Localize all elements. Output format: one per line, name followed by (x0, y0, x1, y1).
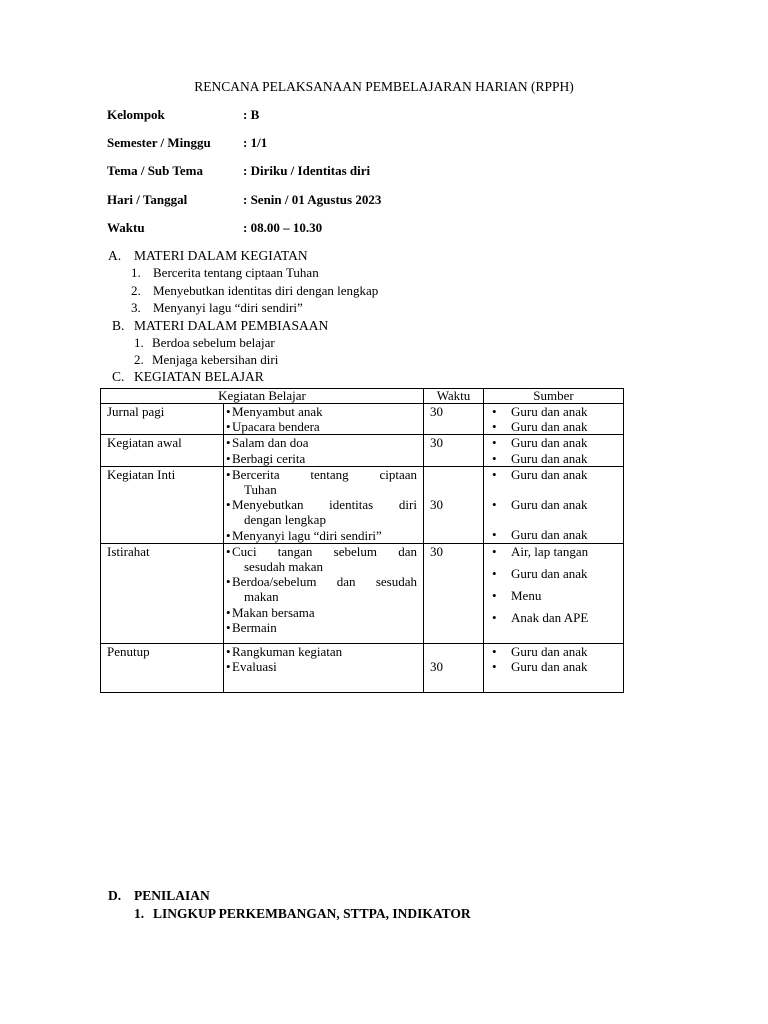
section-b-heading (112, 318, 328, 334)
info-value-tema: : Diriku / Identitas diri (243, 163, 371, 178)
section-d-title: PENILAIAN (134, 888, 210, 903)
section-a-letter: A. (108, 248, 122, 263)
phase-cell: Kegiatan Inti (101, 466, 224, 543)
info-label-semester: Semester / Minggu (107, 135, 211, 150)
header-waktu: Waktu (424, 389, 484, 404)
source-item: • Guru dan anak (484, 419, 623, 434)
section-c-letter: C. (112, 369, 125, 384)
sources-cell (484, 435, 624, 466)
activity-item: • Cuci tangan sebelum dan sesudah makan (226, 544, 417, 574)
time-cell: 30 (424, 643, 484, 692)
info-label-tema: Tema / Sub Tema (107, 163, 203, 178)
section-d-heading (108, 888, 210, 904)
info-label-hari: Hari / Tanggal (107, 192, 188, 207)
sources-cell (484, 643, 624, 692)
activity-item: • Rangkuman kegiatan (226, 644, 417, 659)
activity-item: • Menyanyi lagu “diri sendiri” (226, 528, 417, 543)
table-row (101, 404, 624, 435)
list-item: 1. Bercerita tentang ciptaan Tuhan (131, 265, 319, 280)
activities-cell (224, 404, 424, 435)
table-row (101, 543, 624, 643)
table-row (101, 435, 624, 466)
list-item: 1. Berdoa sebelum belajar (134, 335, 275, 350)
section-c-title: KEGIATAN BELAJAR (134, 369, 264, 384)
source-item: • Guru dan anak (484, 497, 623, 512)
time-cell: 30 (424, 404, 484, 435)
activity-item: • Menyambut anak (226, 404, 417, 419)
time-cell: 30 (424, 435, 484, 466)
time-cell: 30 (424, 543, 484, 643)
table-row (101, 466, 624, 543)
source-item: • Menu (484, 588, 623, 603)
source-item: • Guru dan anak (484, 659, 623, 674)
source-item: • Guru dan anak (484, 435, 623, 450)
table-row (101, 643, 624, 692)
list-item: 2. Menyebutkan identitas diri dengan lengkap (131, 283, 379, 298)
section-b-letter: B. (112, 318, 125, 333)
source-item: • Air, lap tangan (484, 544, 623, 559)
activity-item: • Evaluasi (226, 659, 417, 674)
info-value-hari: : Senin / 01 Agustus 2023 (243, 192, 382, 207)
phase-cell: Kegiatan awal (101, 435, 224, 466)
phase-cell: Istirahat (101, 543, 224, 643)
activity-item: • Makan bersama (226, 605, 417, 620)
section-d-letter: D. (108, 888, 122, 903)
sources-cell (484, 404, 624, 435)
table-header-row (101, 389, 624, 404)
sources-cell (484, 466, 624, 543)
activity-item: • Bermain (226, 620, 417, 635)
source-item: • Guru dan anak (484, 566, 623, 581)
header-sumber: Sumber (484, 389, 624, 404)
activity-item: • Bercerita tentang ciptaan Tuhan (226, 467, 417, 497)
info-value-waktu: : 08.00 – 10.30 (243, 220, 323, 235)
section-c-heading (112, 369, 264, 385)
list-item: 3. Menyanyi lagu “diri sendiri” (131, 300, 303, 315)
info-label-waktu: Waktu (107, 220, 145, 235)
activities-cell (224, 643, 424, 692)
sources-cell (484, 543, 624, 643)
time-cell: 30 (424, 466, 484, 543)
source-item: • Guru dan anak (484, 527, 623, 542)
activity-item: • Salam dan doa (226, 435, 417, 450)
source-item: • Guru dan anak (484, 404, 623, 419)
info-label-kelompok: Kelompok (107, 107, 165, 122)
activity-item: • Upacara bendera (226, 419, 417, 434)
section-b-title: MATERI DALAM PEMBIASAAN (134, 318, 329, 333)
activities-cell (224, 435, 424, 466)
info-value-semester: : 1/1 (243, 135, 268, 150)
source-item: • Guru dan anak (484, 451, 623, 466)
source-item: • Guru dan anak (484, 644, 623, 659)
activity-item: • Berbagi cerita (226, 451, 417, 466)
source-item: • Anak dan APE (484, 610, 623, 625)
activity-item: • Menyebutkan identitas diri dengan lengkap (226, 497, 417, 527)
activities-cell (224, 543, 424, 643)
section-a-heading (108, 248, 308, 264)
source-item: • Guru dan anak (484, 467, 623, 482)
section-a-title: MATERI DALAM KEGIATAN (134, 248, 308, 263)
section-d-subheading: 1. LINGKUP PERKEMBANGAN, STTPA, INDIKATOR (134, 906, 471, 921)
kegiatan-belajar-table (100, 388, 624, 693)
info-value-kelompok: : B (243, 107, 260, 122)
activity-item: • Berdoa/sebelum dan sesudah makan (226, 574, 417, 604)
phase-cell: Penutup (101, 643, 224, 692)
list-item: 2. Menjaga kebersihan diri (134, 352, 279, 367)
page-title: RENCANA PELAKSANAAN PEMBELAJARAN HARIAN (RPPH) (194, 79, 574, 94)
phase-cell: Jurnal pagi (101, 404, 224, 435)
activities-cell (224, 466, 424, 543)
header-kegiatan: Kegiatan Belajar (101, 389, 424, 404)
